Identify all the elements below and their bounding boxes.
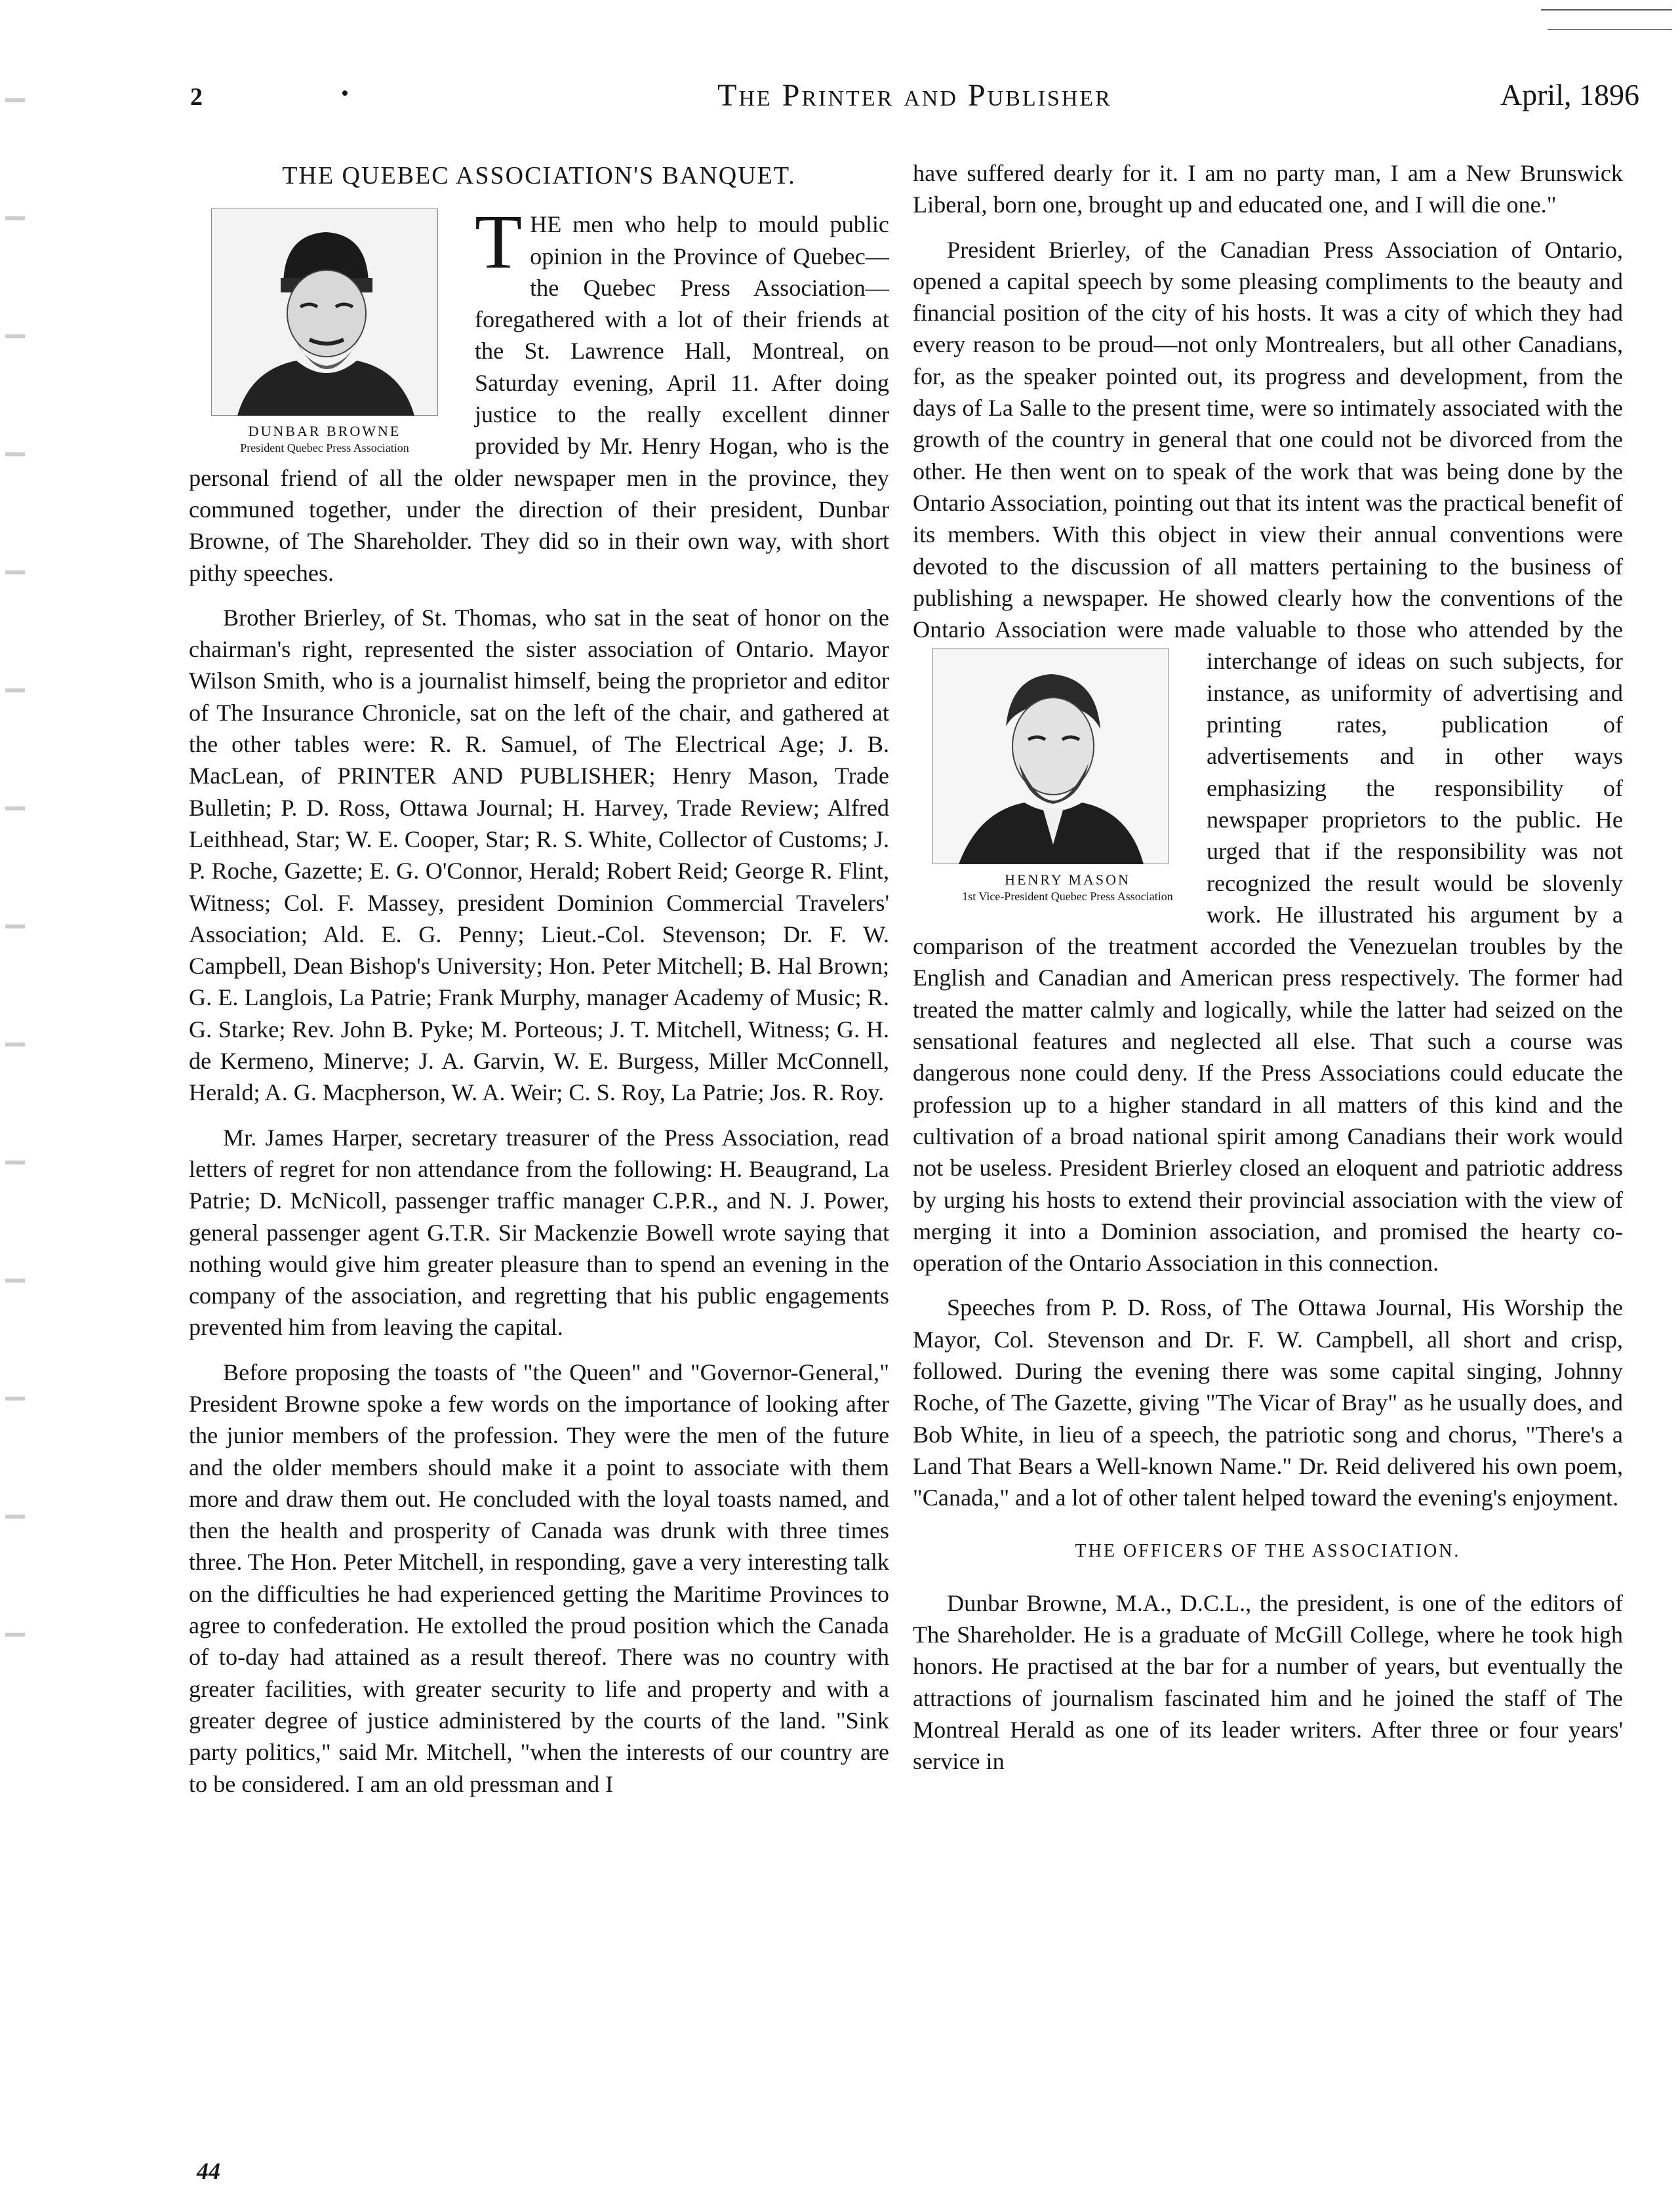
paragraph-5-text-a: President Brierley, of the Canadian Press Association of Ontario, opened a capital speech by some pleasing compliments to the beauty and financial position of the city of his hosts. It was a city of which they had every reason to be proud—not only Montrealers, but all other Canadians, for, as the speaker pointed out, its progress and development, from the days of La Salle to the present time, were so intimately associated with the growth of the country in general that one could not be divorced from the other. He then went on to speak of the work that was being done by the Ontario Association, pointing out that its intent was the practical benefit of its members. With this object in view their annual conventions were devoted to the discussion of all matters pertaining to the business of publishing a newspaper. He showed clearly how the conventions of the Ontario Association were made valuable to those who attended by the interchange of ideas on such sub: [913, 236, 1623, 675]
dropcap-letter: T: [475, 199, 523, 285]
portrait-henry-mason-image: [932, 648, 1169, 864]
paragraph-3: Mr. James Harper, secretary treasurer of the Press Association, read letters of regret for non attendance from the following: H. Beaugrand, La Patrie; D. McNicoll, passenger traffic manager C.P.R., and N. J. Power, general passenger agent G.T.R. Sir Mackenzie Bowell wrote saying that nothing would give him greater pleasure than to spend an evening in the company of the association, and regretting that his public engagements prevented him from leaving the capital.: [189, 1124, 889, 1341]
article-title: THE QUEBEC ASSOCIATION'S BANQUET.: [282, 162, 796, 189]
paragraph-7: Dunbar Browne, M.A., D.C.L., the president, is one of the editors of The Shareholder. He is a graduate of McGill College, where he took high honors. He practised at the bar for a number of years, but eventually the attractions of journalism fascinated him and he joined the staff of The Montreal Herald as one of its leader writers. After three or four years' service in: [913, 1589, 1623, 1775]
paragraph-5: [913, 234, 1623, 1279]
journal-title: The Printer and Publisher: [717, 78, 1112, 113]
paragraph-6: Speeches from P. D. Ross, of The Ottawa Journal, His Worship the Mayor, Col. Stevenson and Dr. F. W. Campbell, all short and crisp, followed. During the evening there was some capital singing, Johnny Roche, of The Gazette, giving "The Vicar of Bray" as he usually does, and Bob White, in lieu of a speech, the patriotic song and chorus, "There's a Land That Bears a Well-known Name." Dr. Reid delivered his own poem, "Canada," and a lot of other talent helped toward the evening's enjoyment.: [913, 1294, 1623, 1511]
portrait-caption-name: DUNBAR BROWNE: [248, 423, 401, 440]
top-rule: [1541, 9, 1672, 10]
header-mark: •: [341, 81, 349, 106]
issue-date: April, 1896: [1500, 78, 1639, 111]
paragraph-5-text-b: jects, for instance, as uniformity of advertising and printing rates, publication of advertisements and in other ways emphasizing the responsibility of newspaper proprietors to the public. He urged that if the responsibility was not recognized the result would be slovenly work. He illustrated his argument by a comparison of the treatment accorded the Venezuelan troubles by the English and Canadian and American press respectively. The former had treated the matter calmly and logically, while the latter had seized on the sensational features and neglected all else. That such a course was dangerous none could deny. If the Press Associations could educate the profession up to a higher standard in all matters of this kind and the cultivation of a broad national spirit among Canadians their work would not be useless. President Brierley closed an eloquent and patriotic address by urging his hosts to extend their provincial association with the view of merging it into a Dominion association, and promised the hearty co-operation of the Ontario Association in this connection.: [913, 648, 1623, 1277]
paragraph-2: Brother Brierley, of St. Thomas, who sat in the seat of honor on the chairman's right, represented the sister association of Ontario. Mayor Wilson Smith, who is a journalist himself, being the proprietor and editor of The Insurance Chronicle, sat on the left of the chair, and gathered at the other tables were: R. R. Samuel, of The Electrical Age; J. B. MacLean, of PRINTER AND PUBLISHER; Henry Mason, Trade Bulletin; P. D. Ross, Ottawa Journal; H. Harvey, Trade Review; Alfred Leithhead, Star; W. E. Cooper, Star; R. S. White, Collector of Customs; J. P. Roche, Gazette; E. G. O'Connor, Herald; Robert Reid; George R. Flint, Witness; Col. F. Massey, president Dominion Commercial Travelers' Association; Ald. E. G. Penny; Lieut.-Col. Stevenson; Dr. F. W. Campbell, Dean Bishop's University; Hon. Peter Mitchell; B. Hal Brown; G. E. Langlois, La Patrie; Frank Murphy, manager Academy of Music; R. G. Starke; Rev. John B. Pyke; M. Porteous; J. T. Mitchell, Witness; G. H. de Kermeno, Minerve; J. A. Garvin, W. E. Burgess, Miller McConnell, Herald; A. G. Macpherson, W. A. Weir; C. S. Roy, La Patrie; Jos. R. Roy.: [189, 604, 889, 1106]
portrait-caption-name: HENRY MASON: [1005, 871, 1130, 888]
portrait-dunbar-browne-image: [211, 209, 438, 416]
paragraph-4: Before proposing the toasts of "the Queen" and "Governor-General," President Browne spoke a few words on the importance of looking after the junior members of the profession. They were the men of the future and the older members should make it a point to associate with them more and draw them out. He concluded with the loyal toasts named, and then the health and prosperity of Canada was drunk with three times three. The Hon. Peter Mitchell, in responding, gave a very interesting talk on the difficulties he had experienced getting the Maritime Provinces to agree to confederation. He extolled the proud position which the Canada of to-day had attained as a result thereof. There was no country with greater facilities, with greater security to life and property and with a greater degree of justice administered by the courts of the land. "Sink party politics," said Mr. Mitchell, "when the interests of our country are to be considered. I am an old pressman and I: [189, 1359, 889, 1797]
portrait-figure-mason: [913, 648, 1188, 904]
paragraph-4-continued: have suffered dearly for it. I am no party man, I am a New Brunswick Liberal, born one, brought up and educated one, and I will die one.": [913, 160, 1623, 218]
footer-mark: 44: [197, 2158, 220, 2184]
portrait-figure-browne: [189, 209, 460, 455]
section-title: THE OFFICERS OF THE ASSOCIATION.: [1075, 1541, 1461, 1562]
portrait-caption-role: President Quebec Press Association: [240, 441, 409, 455]
right-column: [913, 157, 1623, 1791]
page-number: 2: [190, 83, 203, 111]
paragraph-1-text: HE men who help to mould public opinion in the Province of Quebec—the Quebec Press Association—foregathered with a lot of their friends at the St. Lawrence Hall, Montreal, on Saturday evening, April 11. After doing justice to the really excellent dinner provided by Mr. Henry Hogan, who is the personal friend of all the older newspaper men in the province, they communed together, under the direction of their president, Dunbar Browne, of The Shareholder. They did so in their own way, with short pithy speeches.: [189, 211, 889, 586]
scan-edge-marks: [5, 39, 25, 1679]
left-column: [189, 157, 889, 1813]
top-rule-secondary: [1548, 29, 1672, 30]
page-header: [190, 77, 1639, 117]
portrait-caption-role: 1st Vice-President Quebec Press Association: [962, 890, 1173, 904]
